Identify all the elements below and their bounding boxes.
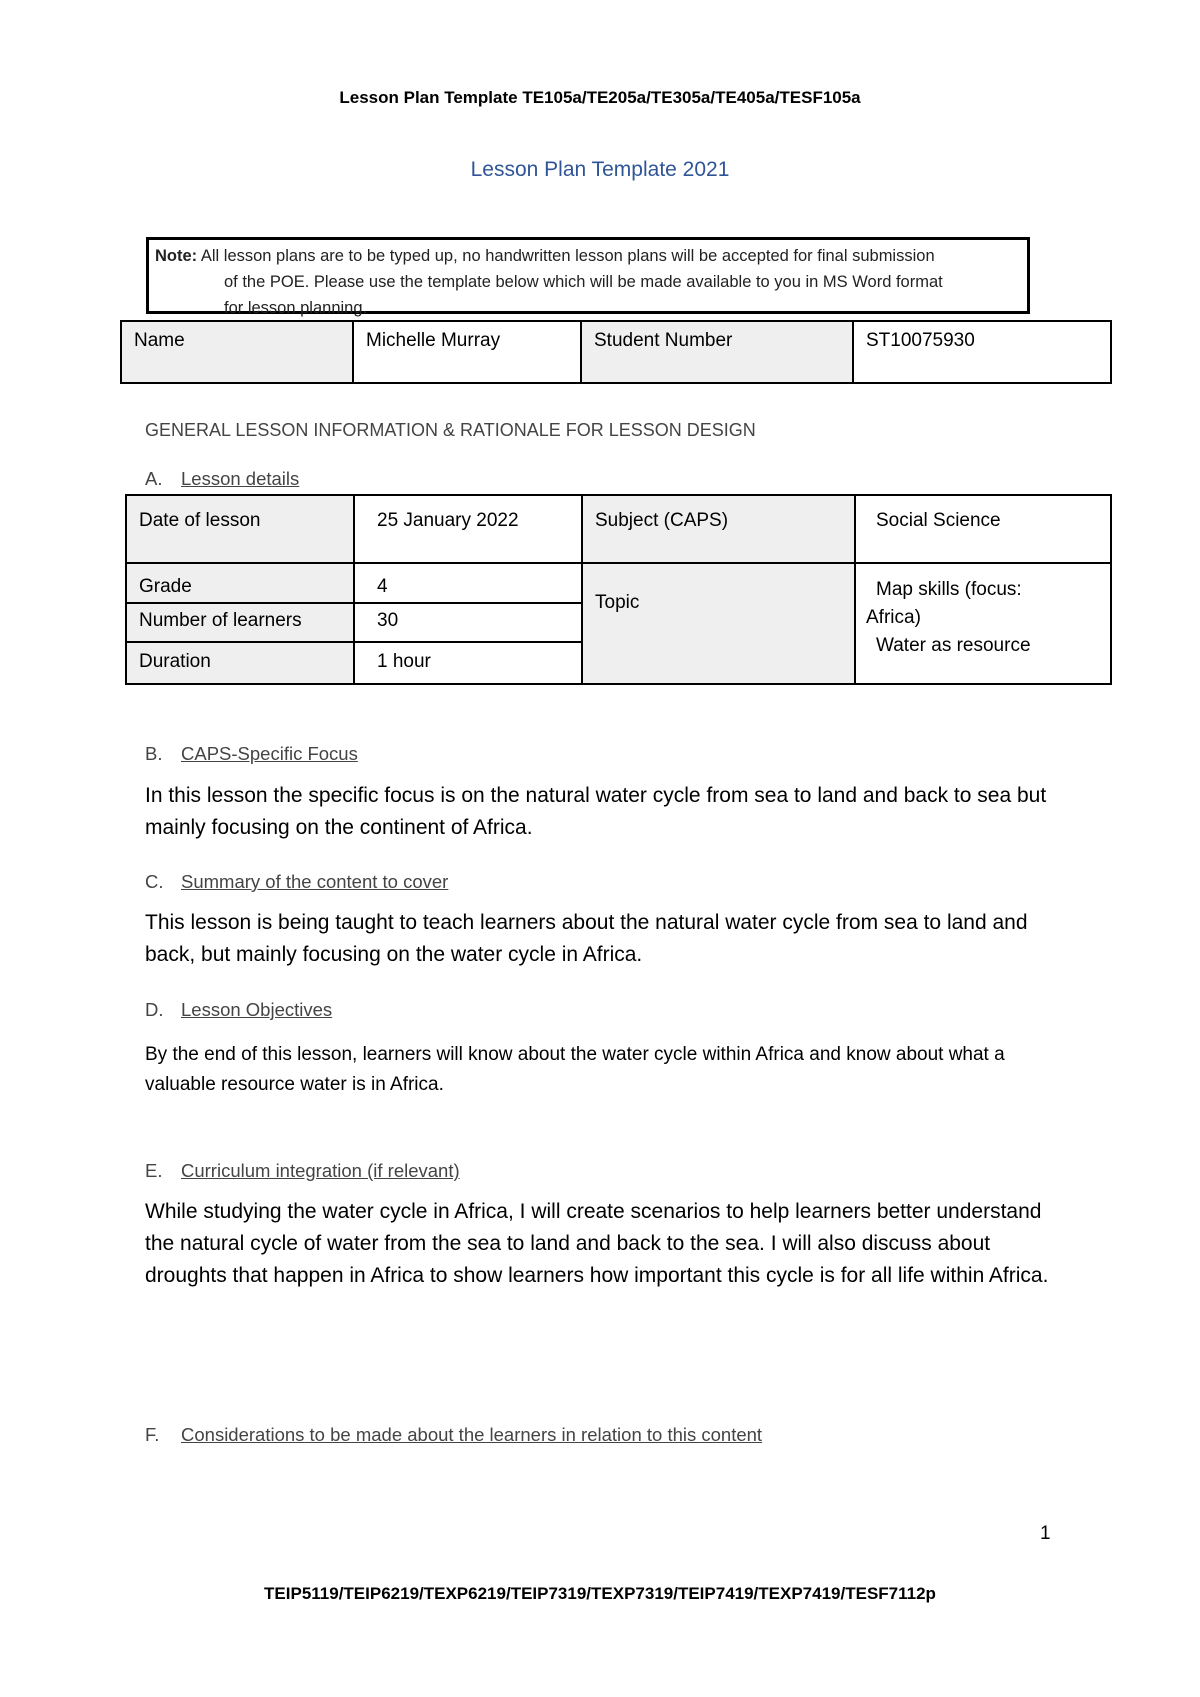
note-label: Note: [155,247,198,265]
note-line-2: of the POE. Please use the template below which will be made available to you in MS Word format [224,273,943,291]
section-a-heading [145,468,299,490]
date-value: 25 January 2022 [354,495,582,563]
date-label: Date of lesson [126,495,354,563]
section-c-title: Summary of the content to cover [181,871,449,892]
page-header: Lesson Plan Template TE105a/TE205a/TE305a/TE405a/TESF105a [339,88,861,107]
student-number-label: Student Number [581,321,853,383]
section-a-letter: A. [145,468,163,489]
topic-line-1: Map skills (focus: [876,579,1022,600]
section-e-heading [145,1160,460,1182]
note-box [146,237,1030,317]
duration-value: 1 hour [354,642,582,684]
section-a-title: Lesson details [181,468,300,489]
section-b-body: In this lesson the specific focus is on the natural water cycle from sea to land and back to sea but mainly focusing on the continent of Africa. [145,784,1047,839]
name-label: Name [121,321,353,383]
section-d-heading [145,999,332,1021]
student-info-table [120,320,1112,384]
section-b-letter: B. [145,743,163,764]
section-c-heading [145,871,448,893]
general-info-heading: GENERAL LESSON INFORMATION & RATIONALE FOR LESSON DESIGN [145,420,756,440]
page-footer: TEIP5119/TEIP6219/TEXP6219/TEIP7319/TEXP7319/TEIP7419/TEXP7419/TESF7112p [264,1584,936,1603]
grade-value: 4 [354,563,582,603]
lesson-details-table [125,494,1112,685]
section-e-letter: E. [145,1160,163,1181]
section-d-letter: D. [145,999,164,1020]
subject-label: Subject (CAPS) [582,495,855,563]
section-f-heading [145,1424,762,1446]
section-d-title: Lesson Objectives [181,999,333,1020]
subject-value: Social Science [855,495,1111,563]
section-d-body: By the end of this lesson, learners will know about the water cycle within Africa and know about what a valuable resource water is in Africa. [145,1044,1005,1095]
topic-line-2: Africa) [866,607,921,628]
topic-label: Topic [582,563,855,684]
section-b-title: CAPS-Specific Focus [181,743,358,764]
page-number: 1 [1040,1523,1051,1544]
note-line-1 [155,243,1027,269]
student-number-value: ST10075930 [853,321,1111,383]
section-f-title: Considerations to be made about the learners in relation to this content [181,1424,763,1445]
name-value: Michelle Murray [353,321,581,383]
note-text-1: All lesson plans are to be typed up, no handwritten lesson plans will be accepted for final submission [200,247,935,265]
note-line-3: for lesson planning. [224,299,368,317]
duration-label: Duration [126,642,354,684]
learners-value: 30 [354,603,582,642]
section-b-heading [145,743,358,765]
grade-label: Grade [126,563,354,603]
section-e-body: While studying the water cycle in Africa, I will create scenarios to help learners better understand the natural cycle of water from the sea to land and back to the sea. I will also discuss about droughts that happen in Africa to show learners how important this cycle is for all life within Africa. [145,1200,1049,1287]
topic-value [855,563,1111,684]
section-e-title: Curriculum integration (if relevant) [181,1160,460,1181]
learners-label: Number of learners [126,603,354,642]
document-title: Lesson Plan Template 2021 [470,158,730,181]
section-c-body: This lesson is being taught to teach learners about the natural water cycle from sea to land and back, but mainly focusing on the water cycle in Africa. [145,911,1028,966]
section-f-letter: F. [145,1424,160,1445]
topic-line-3: Water as resource [876,635,1031,656]
section-c-letter: C. [145,871,164,892]
